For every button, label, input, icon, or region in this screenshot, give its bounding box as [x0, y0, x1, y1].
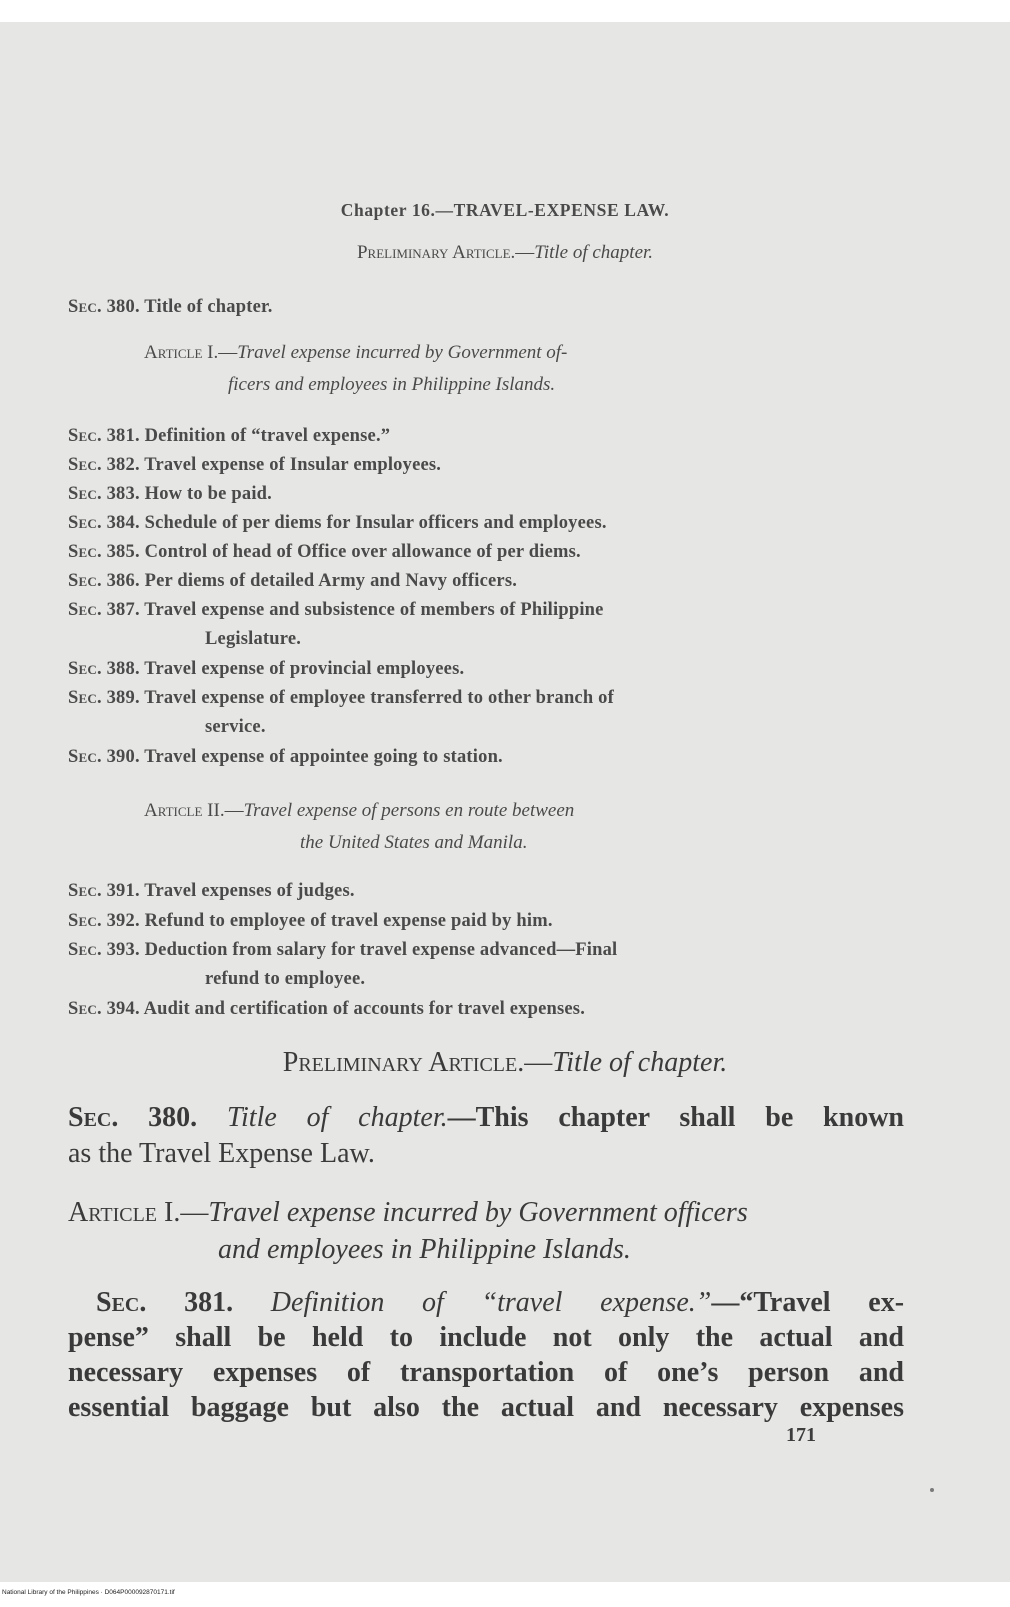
body-sec381-number: Sec. 381. — [96, 1287, 234, 1318]
body-article1-title-line1: Travel expense incurred by Government officers — [208, 1197, 748, 1228]
toc-section-text: Travel expense of employee transferred to other branch of — [144, 688, 614, 708]
toc-preliminary-label: Preliminary Article.— — [356, 242, 535, 263]
toc-section-number: Sec. 383. — [68, 484, 140, 504]
toc-section-number: Sec. 392. — [68, 911, 140, 931]
body-article1-heading-line2 — [218, 1234, 631, 1266]
toc-preliminary-title: Title of chapter. — [534, 242, 654, 263]
toc-section-number: Sec. 393. — [68, 940, 140, 960]
toc-article2-heading-line2 — [300, 832, 527, 854]
chapter-title: Chapter 16.—TRAVEL-EXPENSE LAW. — [340, 200, 670, 220]
toc-article1-title-line1: Travel expense incurred by Government of- — [237, 342, 568, 363]
body-sec381-title: Definition of “travel expense.” — [270, 1287, 712, 1318]
toc-section-number: Sec. 394. — [68, 999, 140, 1019]
toc-preliminary-heading — [0, 242, 1010, 264]
toc-article2-title-line1: Travel expense of persons en route between — [243, 800, 575, 821]
toc-article1-heading-line1 — [144, 342, 567, 364]
toc-section-number: Sec. 391. — [68, 881, 140, 901]
toc-section-text: Per diems of detailed Army and Navy officers. — [144, 571, 518, 591]
toc-section-number: Sec. 386. — [68, 571, 140, 591]
scanned-page — [0, 22, 1010, 1582]
toc-entry-381 — [68, 426, 390, 447]
body-sec380-title: Title of chapter. — [226, 1102, 448, 1133]
toc-section-text: Control of head of Office over allowance of per diems. — [144, 542, 581, 562]
body-sec381-line3: necessary expenses of transportation of one’s person and — [68, 1357, 904, 1388]
toc-section-text: How to be paid. — [144, 484, 272, 504]
toc-section-text: Title of chapter. — [144, 297, 273, 317]
toc-entry-392 — [68, 911, 553, 932]
toc-section-text: Travel expense of Insular employees. — [144, 455, 442, 475]
toc-section-number: Sec. 382. — [68, 455, 140, 475]
toc-entry-394 — [68, 999, 585, 1020]
body-sec381-line1 — [96, 1287, 904, 1319]
toc-entry-383 — [68, 484, 272, 505]
toc-section-text: Travel expenses of judges. — [144, 881, 355, 901]
body-sec381-line2: pense” shall be held to include not only the actual and — [68, 1322, 904, 1353]
toc-entry-388 — [68, 659, 464, 680]
archive-footer: National Library of the Philippines · D064P000092870171.tif — [2, 1589, 175, 1596]
body-article1-label: Article I.— — [68, 1197, 209, 1228]
body-article1-title-line2: and employees in Philippine Islands. — [218, 1234, 631, 1265]
toc-article1-title-line2: ficers and employees in Philippine Islands. — [228, 374, 556, 395]
toc-entry-389 — [68, 688, 614, 709]
toc-section-number: Sec. 380. — [68, 297, 140, 317]
toc-section-number: Sec. 381. — [68, 426, 140, 446]
toc-entry-393-continued: refund to employee. — [205, 969, 366, 989]
toc-entry-389-continued: service. — [205, 717, 266, 737]
toc-section-number: Sec. 388. — [68, 659, 140, 679]
body-article1-heading-line1 — [68, 1197, 748, 1229]
toc-article1-label: Article I.— — [144, 342, 238, 363]
toc-section-text: Travel expense of provincial employees. — [144, 659, 465, 679]
toc-article2-title-line2: the United States and Manila. — [300, 832, 528, 853]
toc-entry-386 — [68, 571, 517, 592]
page-number: 171 — [786, 1424, 816, 1446]
toc-section-text: Travel expense and subsistence of members of Philippine — [144, 600, 604, 620]
toc-article1-heading-line2 — [228, 374, 555, 396]
toc-entry-384 — [68, 513, 607, 534]
toc-section-text: Deduction from salary for travel expense advanced—Final — [144, 940, 618, 960]
toc-section-text: Refund to employee of travel expense paid by him. — [144, 911, 553, 931]
toc-section-number: Sec. 385. — [68, 542, 140, 562]
toc-entry-380 — [68, 297, 273, 318]
toc-section-number: Sec. 390. — [68, 747, 140, 767]
toc-section-text: Audit and certification of accounts for travel expenses. — [143, 999, 586, 1019]
toc-entry-385 — [68, 542, 581, 563]
toc-entry-391 — [68, 881, 355, 902]
body-preliminary-label: Preliminary Article.— — [282, 1047, 553, 1078]
toc-section-text: Schedule of per diems for Insular officers and employees. — [144, 513, 607, 533]
toc-entry-382 — [68, 455, 441, 476]
body-preliminary-heading — [0, 1047, 1010, 1079]
body-preliminary-title: Title of chapter. — [552, 1047, 728, 1078]
toc-article2-label: Article II.— — [144, 800, 244, 821]
body-sec381-text: —“Travel ex- — [711, 1287, 905, 1318]
toc-entry-390 — [68, 747, 503, 768]
body-sec380-line1 — [68, 1102, 904, 1134]
toc-section-text: Definition of “travel expense.” — [144, 426, 391, 446]
scan-speck — [930, 1488, 934, 1492]
body-sec381-line4: essential baggage but also the actual and necessary expenses — [68, 1392, 904, 1423]
body-sec380-text: —This chapter shall be known — [447, 1102, 904, 1133]
toc-entry-393 — [68, 940, 617, 961]
toc-section-number: Sec. 384. — [68, 513, 140, 533]
toc-section-text: Travel expense of appointee going to station. — [144, 747, 503, 767]
body-sec380-number: Sec. 380. — [68, 1102, 198, 1133]
toc-entry-387-continued: Legislature. — [205, 629, 302, 649]
toc-article2-heading-line1 — [144, 800, 574, 822]
toc-section-number: Sec. 389. — [68, 688, 140, 708]
toc-entry-387 — [68, 600, 604, 621]
body-sec380-line2: as the Travel Expense Law. — [68, 1138, 375, 1169]
toc-section-number: Sec. 387. — [68, 600, 140, 620]
